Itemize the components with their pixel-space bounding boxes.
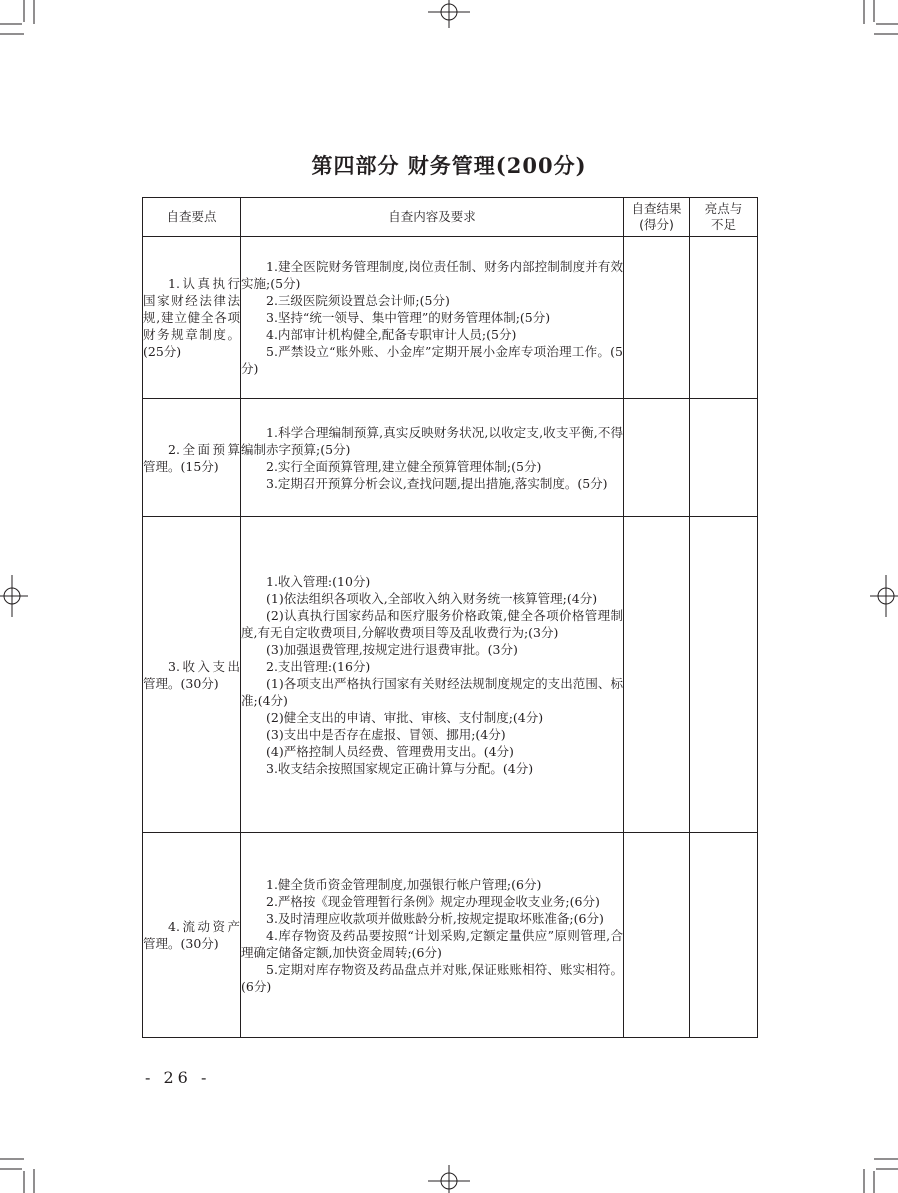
content-item: 2.严格按《现金管理暂行条例》规定办理现金收支业务;(6分) [266, 893, 600, 909]
content-item: 2.三级医院须设置总会计师;(5分) [266, 293, 450, 308]
check-point [143, 833, 241, 1038]
content-item: 4.库存物资及药品要按照“计划采购,定额定量供应”原则管理,合理确定储备定额,加快资金周转;(6分) [241, 927, 623, 960]
header-highlight [690, 198, 758, 237]
content-item: 5.严禁设立“账外账、小金库”定期开展小金库专项治理工作。(5分) [241, 344, 623, 376]
self-check-score-cell[interactable] [624, 517, 690, 833]
highlight-cell[interactable] [690, 517, 758, 833]
content-item: 1.收入管理:(10分) [266, 573, 371, 589]
content-item: (2)认真执行国家药品和医疗服务价格政策,健全各项价格管理制度,有无自定收费项目,分解收费项目等及乱收费行为;(3分) [241, 607, 623, 640]
table-row [143, 399, 758, 517]
check-content [241, 237, 624, 399]
check-point-text: 4.流动资产管理。(30分) [143, 919, 240, 951]
content-item: (4)严格控制人员经费、管理费用支出。(4分) [266, 743, 514, 759]
content-item: (3)加强退费管理,按规定进行退费审批。(3分) [266, 641, 518, 657]
highlight-cell[interactable] [690, 237, 758, 399]
content-item: 3.收支结余按照国家规定正确计算与分配。(4分) [266, 760, 534, 776]
check-point [143, 237, 241, 399]
check-point-text: 2.全面预算管理。(15分) [143, 441, 240, 474]
self-check-score-cell[interactable] [624, 237, 690, 399]
page-title: 第四部分 财务管理(200分) [311, 153, 587, 178]
content-item: 5.定期对库存物资及药品盘点并对账,保证账账相符、账实相符。(6分) [241, 961, 623, 994]
content-item: 1.建全医院财务管理制度,岗位责任制、财务内部控制制度并有效实施;(5分) [241, 259, 623, 291]
check-point-text: 3.收入支出管理。(30分) [143, 658, 240, 691]
content-item: 1.科学合理编制预算,真实反映财务状况,以收定支,收支平衡,不得编制赤字预算;(5分) [241, 424, 623, 457]
header-point: 自查要点 [143, 198, 241, 237]
self-check-score-cell[interactable] [624, 399, 690, 517]
content-item: 3.坚持“统一领导、集中管理”的财务管理体制;(5分) [266, 310, 551, 325]
highlight-cell[interactable] [690, 399, 758, 517]
content-item: 3.定期召开预算分析会议,查找问题,提出措施,落实制度。(5分) [266, 475, 608, 491]
highlight-cell[interactable] [690, 833, 758, 1038]
content-item: (1)依法组织各项收入,全部收入纳入财务统一核算管理;(4分) [266, 590, 598, 606]
header-highlight-line2: 不足 [710, 217, 736, 232]
content-item: (1)各项支出严格执行国家有关财经法规制度规定的支出范围、标准;(4分) [241, 675, 623, 708]
content-item: 1.健全货币资金管理制度,加强银行帐户管理;(6分) [266, 876, 542, 892]
check-content [241, 517, 624, 833]
content-item: (3)支出中是否存在虚报、冒领、挪用;(4分) [266, 726, 506, 742]
content-item: 2.实行全面预算管理,建立健全预算管理体制;(5分) [266, 458, 542, 474]
content-item: 4.内部审计机构健全,配备专职审计人员;(5分) [266, 327, 517, 342]
page-number: - 26 - [145, 1068, 211, 1087]
header-result-line2: (得分) [639, 217, 674, 232]
table-row [143, 517, 758, 833]
check-content [241, 833, 624, 1038]
content-item: (2)健全支出的申请、审批、审核、支付制度;(4分) [266, 709, 544, 725]
table-row [143, 833, 758, 1038]
header-result-line1: 自查结果 [631, 201, 682, 216]
check-point [143, 517, 241, 833]
check-point-text: 1.认真执行国家财经法律法规,建立健全各项财务规章制度。(25分) [143, 276, 240, 359]
check-content [241, 399, 624, 517]
header-result [624, 198, 690, 237]
header-content: 自查内容及要求 [241, 198, 624, 237]
self-check-table [142, 197, 758, 1038]
table-header-row [143, 198, 758, 237]
table-row [143, 237, 758, 399]
self-check-score-cell[interactable] [624, 833, 690, 1038]
header-highlight-line1: 亮点与 [704, 201, 743, 216]
content-item: 3.及时清理应收款项并做账龄分析,按规定提取坏账准备;(6分) [266, 910, 604, 926]
check-point [143, 399, 241, 517]
content-item: 2.支出管理:(16分) [266, 658, 371, 674]
